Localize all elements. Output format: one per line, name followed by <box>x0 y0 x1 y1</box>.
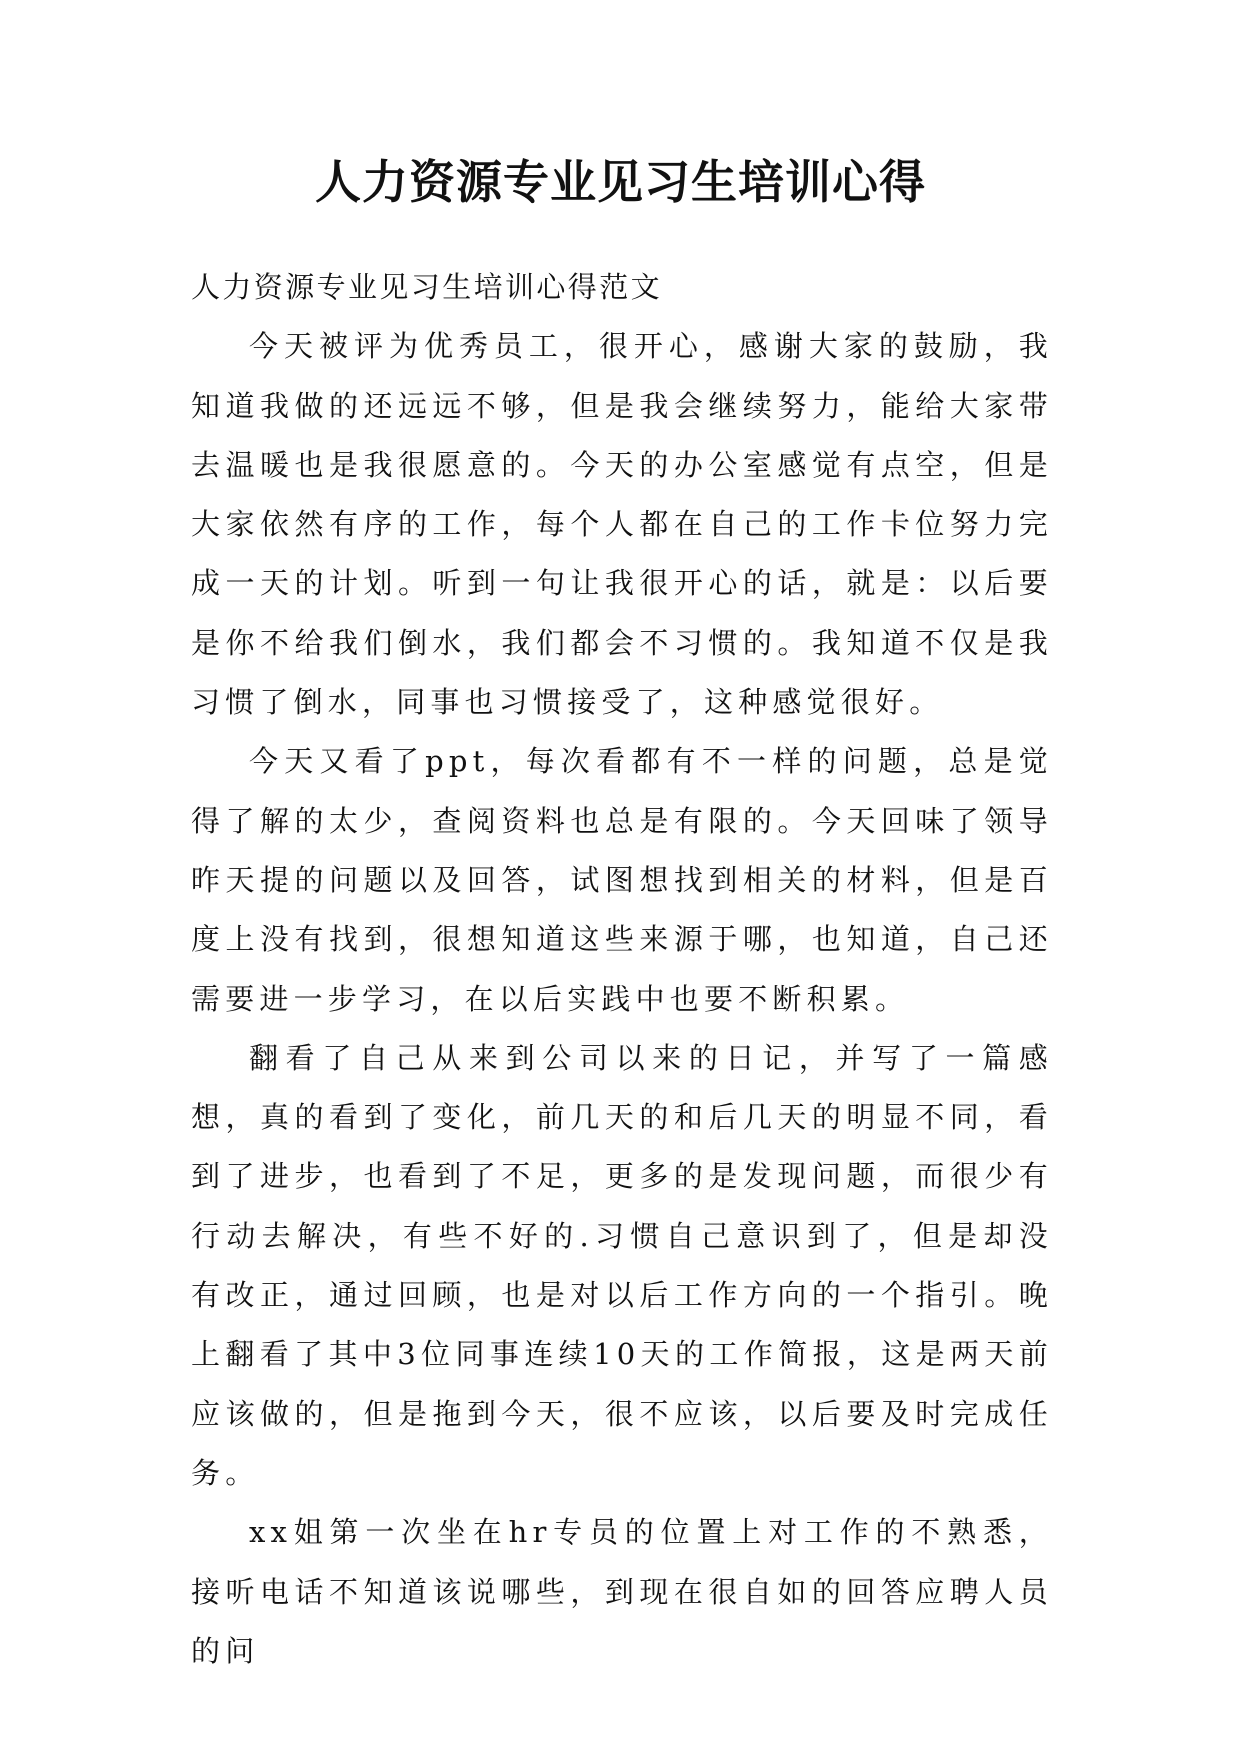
paragraph-4: xx姐第一次坐在hr专员的位置上对工作的不熟悉，接听电话不知道该说哪些，到现在很自如的回答应聘人员的问 <box>191 1515 1053 1668</box>
document-subtitle: 人力资源专业见习生培训心得范文 <box>191 270 663 304</box>
paragraph-1: 今天被评为优秀员工，很开心，感谢大家的鼓励，我知道我做的还远远不够，但是我会继续努力，能给大家带去温暖也是我很愿意的。今天的办公室感觉有点空，但是大家依然有序的工作，每个人都在自己的工作卡位努力完成一天的计划。听到一句让我很开心的话，就是：以后要是你不给我们倒水，我们都会不习惯的。我知道不仅是我习惯了倒水，同事也习惯接受了，这种感觉很好。 <box>191 329 1053 720</box>
paragraph-3: 翻看了自己从来到公司以来的日记，并写了一篇感想，真的看到了变化，前几天的和后几天的明显不同，看到了进步，也看到了不足，更多的是发现问题，而很少有行动去解决，有些不好的.习惯自己意识到了，但是却没有改正，通过回顾，也是对以后工作方向的一个指引。晚上翻看了其中3位同事连续10天的工作简报，这是两天前应该做的，但是拖到今天，很不应该，以后要及时完成任务。 <box>191 1040 1053 1490</box>
document-body <box>191 258 1053 1681</box>
paragraph-2: 今天又看了ppt，每次看都有不一样的问题，总是觉得了解的太少，查阅资料也总是有限的。今天回味了领导昨天提的问题以及回答，试图想找到相关的材料，但是百度上没有找到，很想知道这些来源于哪，也知道，自己还需要进一步学习，在以后实践中也要不断积累。 <box>191 744 1053 1016</box>
document-title: 人力资源专业见习生培训心得 <box>315 155 926 209</box>
